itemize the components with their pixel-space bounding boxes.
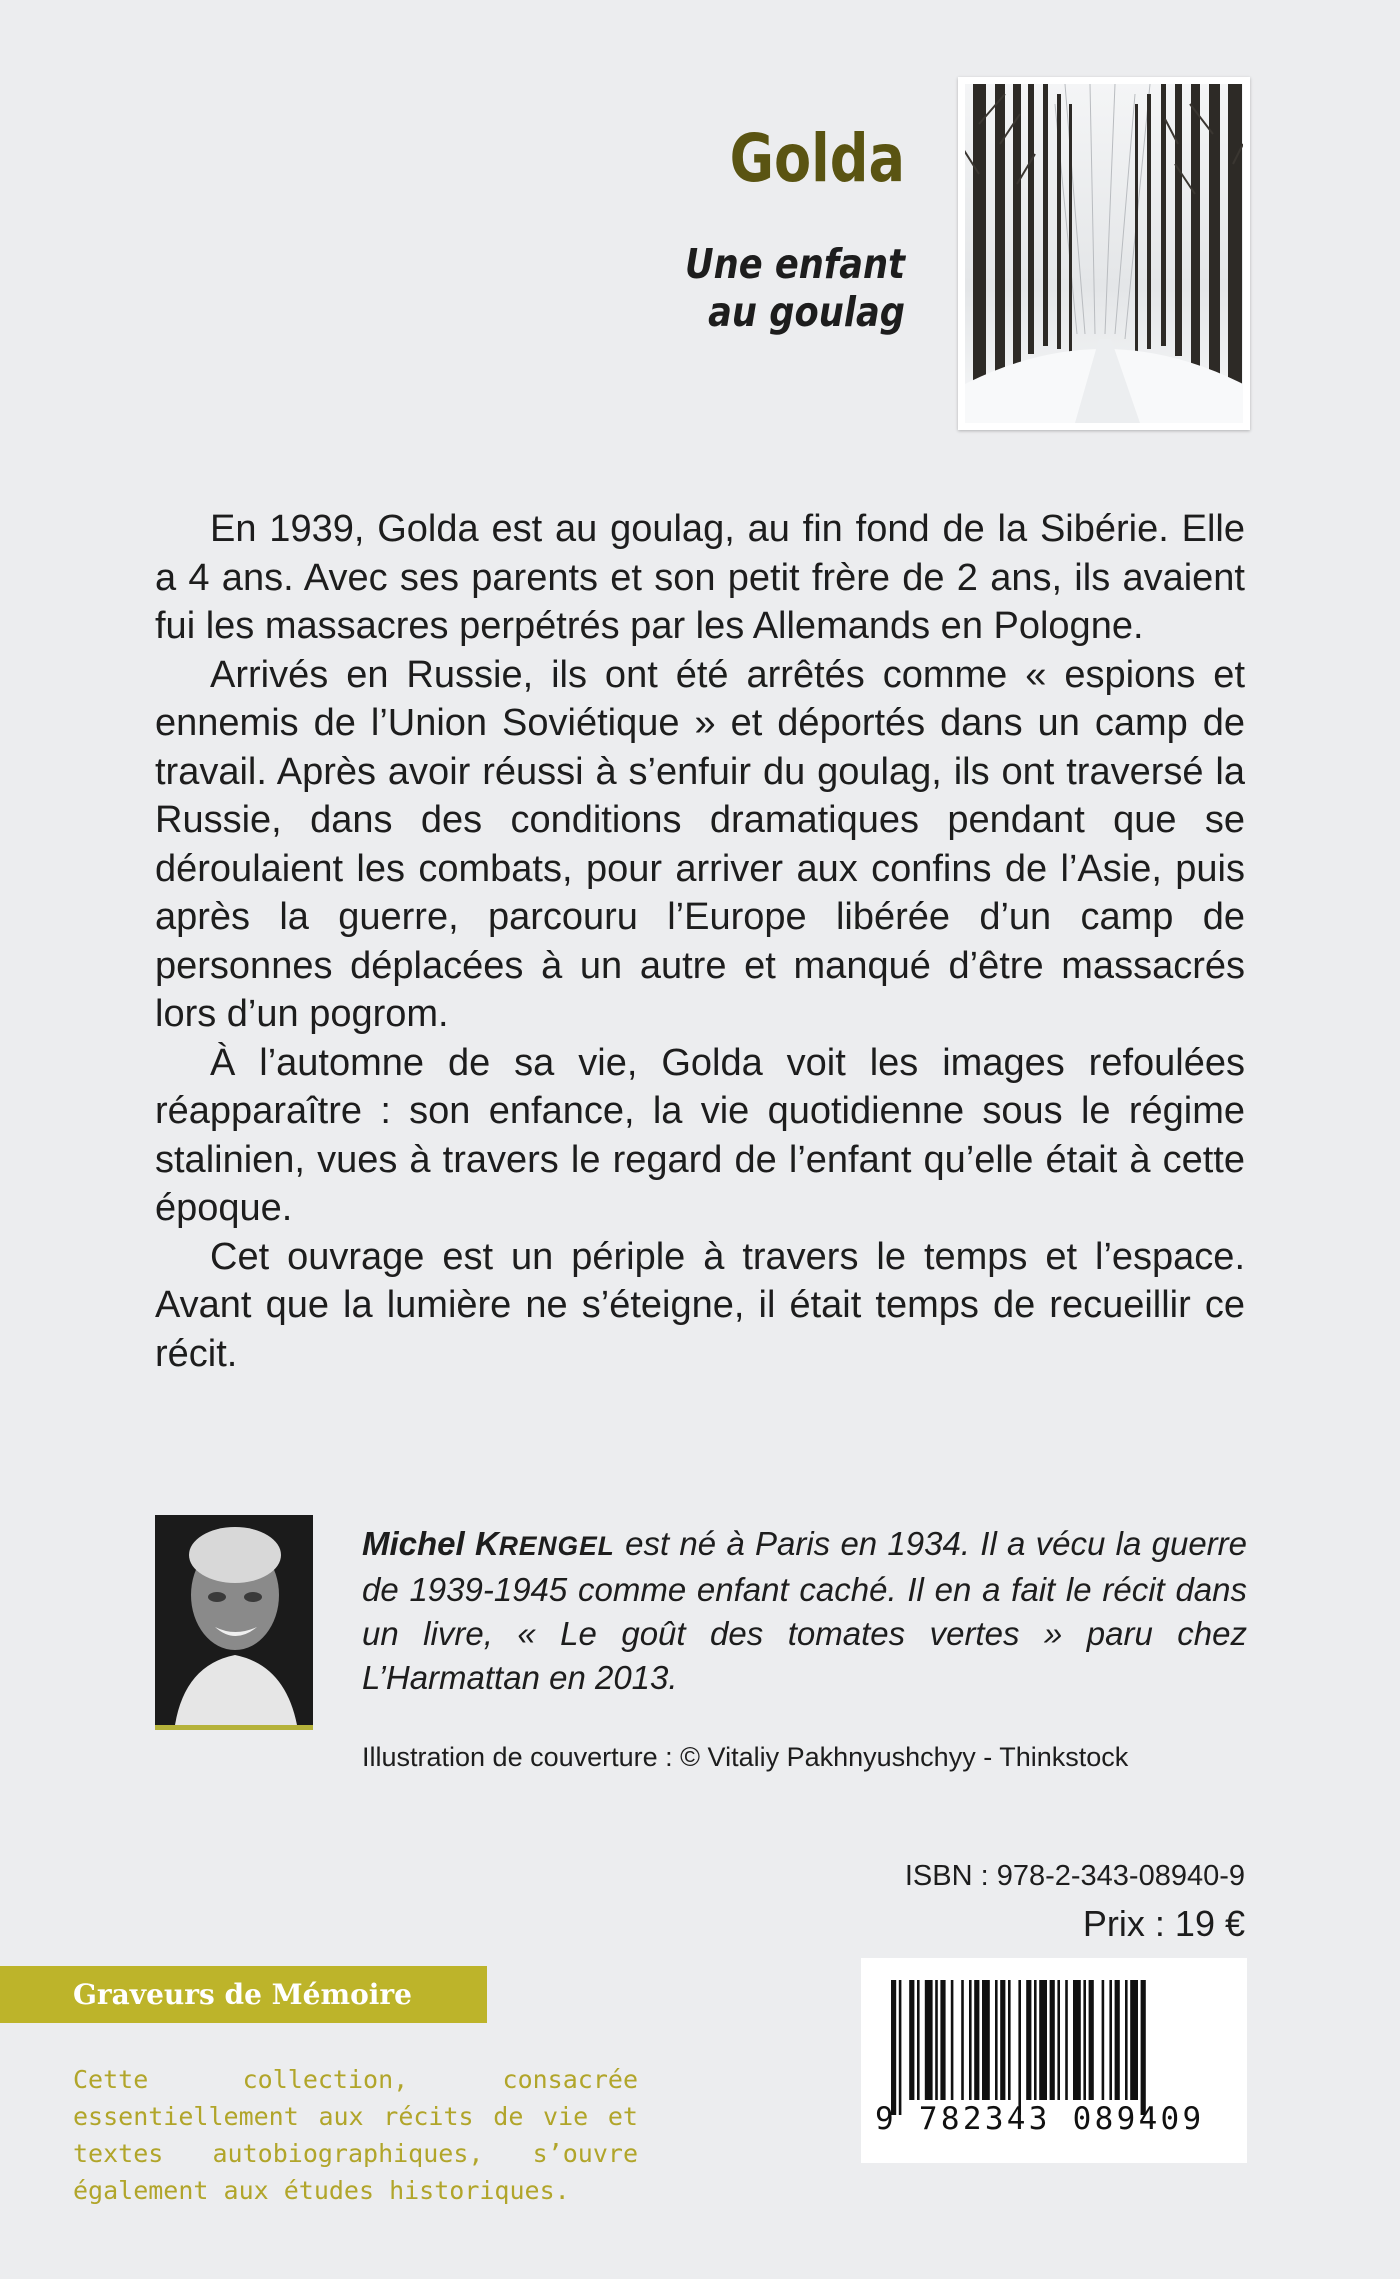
collection-name: Graveurs de Mémoire	[73, 1978, 412, 2011]
barcode-bar	[1130, 1980, 1138, 2100]
barcode-bar	[1115, 1980, 1120, 2100]
barcode-bar	[974, 1980, 979, 2100]
barcode-bar	[925, 1980, 933, 2100]
barcode-bar	[1089, 1980, 1094, 2100]
barcode-bar	[1018, 1980, 1021, 2115]
barcode-bar	[1083, 1980, 1086, 2100]
cover-thumbnail	[958, 77, 1250, 430]
barcode-bar	[891, 1980, 896, 2115]
barcode-bar	[1000, 1980, 1005, 2100]
collection-banner	[0, 1966, 487, 2023]
author-portrait	[155, 1515, 313, 1730]
book-subtitle	[574, 240, 905, 336]
barcode-bar	[995, 1980, 998, 2100]
barcode-bar	[1102, 1980, 1105, 2100]
blurb-paragraph: À l’automne de sa vie, Golda voit les images refoulées réapparaître : son enfance, la vie quotidienne sous le régime stalinien, vues à travers le regard de l’enfant qu’elle était à cette époque.	[155, 1041, 1245, 1229]
barcode-digits: 9 782343 089409	[875, 2101, 1205, 2137]
barcode-bar	[1073, 1980, 1081, 2100]
barcode-bar	[940, 1980, 945, 2100]
barcode-bar	[1057, 1980, 1060, 2100]
barcode-bar	[935, 1980, 938, 2100]
snowy-forest-image	[965, 84, 1243, 423]
barcode-bar	[982, 1980, 990, 2100]
barcode-bar	[961, 1980, 964, 2100]
illustration-credit: Illustration de couverture : © Vitaliy Pakhnyushchyy - Thinkstock	[362, 1742, 1129, 1772]
subtitle-line-1: Une enfant	[684, 240, 905, 288]
author-last-name-rest: RENGEL	[498, 1531, 615, 1561]
blurb-paragraph: Cet ouvrage est un périple à travers le temps et l’espace. Avant que la lumière ne s’éteigne, il était temps de recueillir ce récit.	[155, 1235, 1245, 1375]
book-title: Golda	[729, 120, 905, 197]
isbn: ISBN : 978-2-343-08940-9	[904, 1860, 1245, 1892]
author-last-name-initial: K	[474, 1525, 499, 1562]
barcode-bar	[1141, 1980, 1146, 2115]
barcode-bar	[1026, 1980, 1031, 2100]
barcode-bar	[1039, 1980, 1047, 2100]
barcode-bar	[969, 1980, 972, 2100]
barcode-bar	[1050, 1980, 1055, 2100]
barcode-bar	[917, 1980, 920, 2100]
price: Prix : 19 €	[1082, 1903, 1245, 1944]
barcode-bar	[1109, 1980, 1112, 2100]
blurb-paragraph: En 1939, Golda est au goulag, au fin fond de la Sibérie. Elle a 4 ans. Avec ses parents et son petit frère de 2 ans, ils avaient fui les massacres perpétrés par les Allemands en Pologne.	[155, 508, 1245, 647]
subtitle-line-2: au goulag	[708, 288, 905, 336]
barcode	[861, 1958, 1247, 2163]
author-first-name: Michel	[362, 1525, 465, 1562]
author-photo-image	[155, 1515, 313, 1725]
author-bio	[362, 1522, 1247, 1700]
blurb-paragraph: Arrivés en Russie, ils ont été arrêtés comme « espions et ennemis de l’Union Soviétique » et déportés dans un camp de travail. Après avoir réussi à s’enfuir du goulag, ils ont traversé la Russie, dans des conditions dramatiques pendant que se déroulaient les combats, pour arriver aux confins de l’Asie, puis après la guerre, parcouru l’Europe libérée d’un camp de personnes déplacées à un autre et manqué d’être massacrés lors d’un pogrom.	[155, 653, 1245, 1035]
author-name	[362, 1525, 615, 1562]
barcode-bar	[1125, 1980, 1128, 2100]
barcode-bar	[951, 1980, 954, 2100]
barcode-bar	[909, 1980, 914, 2100]
back-cover-blurb	[155, 505, 1245, 1378]
barcode-bar	[899, 1980, 902, 2115]
author-bio-text: est né à Paris en 1934. Il a vécu la guerre de 1939-1945 comme enfant caché. Il en a fait le récit dans un livre, « Le goût des tomates vertes » paru chez L’Harmattan en 2013.	[362, 1525, 1247, 1696]
collection-description: Cette collection, consacrée essentiellement aux récits de vie et textes autobiographiques, s’ouvre également aux études historiques.	[73, 2065, 638, 2205]
barcode-bar	[1065, 1980, 1068, 2100]
barcode-bar	[1008, 1980, 1011, 2100]
barcode-bar	[1034, 1980, 1037, 2100]
